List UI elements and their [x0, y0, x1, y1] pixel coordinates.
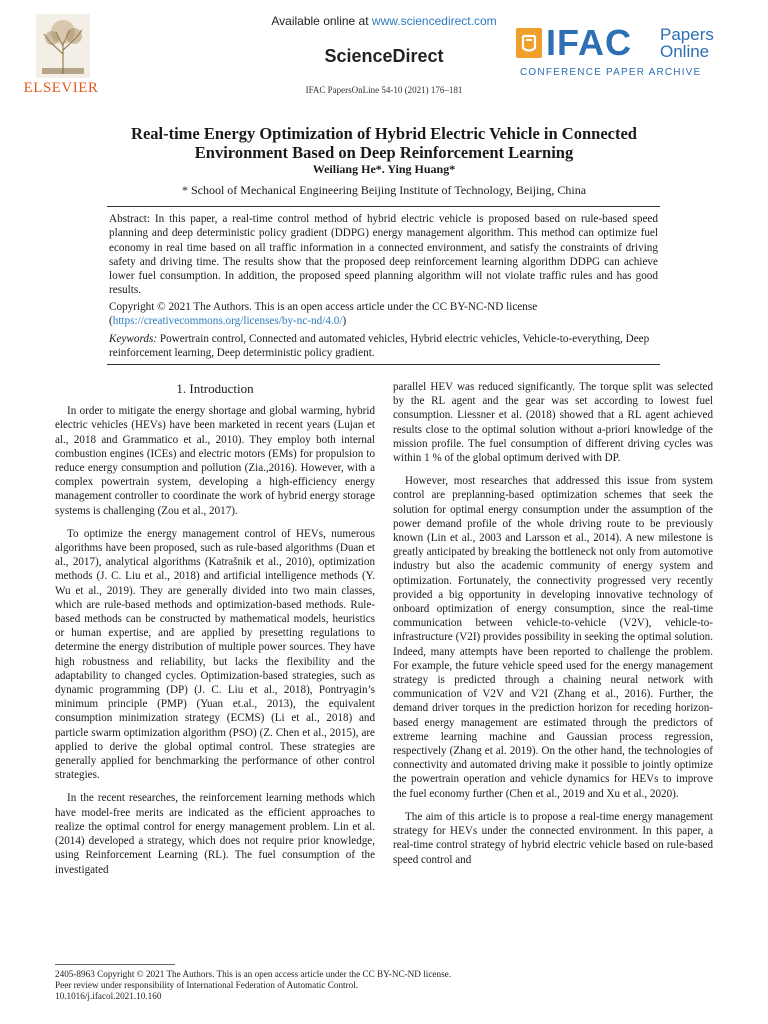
elsevier-wordmark: ELSEVIER — [23, 80, 99, 96]
license-link[interactable]: https://creativecommons.org/licenses/by-nc-nd/4.0/ — [112, 314, 343, 327]
body-paragraph: In order to mitigate the energy shortage and global warming, hybrid electric vehicles (HEVs) have been marketed in recent years (Lujan et al., 2018 and Grammatico et al., 2010). They employ both internal combustion engines (ICEs) and electric motors (EMs) for propulsion to reduce energy consumption and pollution (Zia.,2016). However, with a complex powertrain system, developing a high-efficiency energy management controller to coordinate the work of hybrid energy storage systems is challenging (Zou et al., 2017). — [55, 405, 375, 517]
right-column — [393, 380, 713, 876]
paper-affiliation: * School of Mechanical Engineering Beijing Institute of Technology, Beijing, China — [181, 183, 587, 197]
copyright-close: ) — [342, 314, 347, 327]
left-column — [55, 380, 375, 886]
body-paragraph: In the recent researches, the reinforcement learning methods which have model-free merits are indicated as the efficient approaches to realize the optimal control for energy management problem. Lin et al. (2014) developed a strategy, which does not require prior knowledge, using Reinforcement Learning (RL). The fuel consumption of the investigated — [55, 792, 375, 876]
footer-divider — [55, 964, 175, 965]
sciencedirect-link[interactable]: www.sciencedirect.com — [371, 14, 497, 28]
abstract-block — [107, 206, 660, 365]
title-line-1: Real-time Energy Optimization of Hybrid Electric Vehicle in Connected — [131, 124, 637, 143]
sciencedirect-title: ScienceDirect — [324, 46, 444, 66]
footer-doi[interactable]: 10.1016/j.ifacol.2021.10.160 — [55, 991, 162, 1002]
elsevier-logo — [22, 14, 100, 96]
keywords — [109, 332, 658, 360]
copyright-open: ( — [109, 314, 113, 327]
journal-reference: IFAC PapersOnLine 54-10 (2021) 176–181 — [305, 85, 463, 95]
elsevier-tree-icon — [36, 14, 90, 78]
ifac-online: Online — [660, 42, 710, 61]
title-line-2: Environment Based on Deep Reinforcement Learning — [194, 143, 574, 162]
ifac-wordmark: IFAC — [546, 22, 633, 63]
ifac-papers-online — [660, 26, 714, 60]
paper-authors: Weiliang He*. Ying Huang* — [312, 162, 456, 176]
body-paragraph: However, most researches that addressed this issue from system control are preplanning-based optimization schemes that seek the solution for optimal energy consumption under the assumption of the power demand profile of the whole driving route to be previously known (Lin et al., 2003 and Larsson et al., 2014). A new milestone is greatly anticipated by breaking the bottleneck not only from automotive industry but also the academic community of energy system and optimization. Fortunately, the connectivity progressed very recently provided a big opportunity in developing innovative technology of onboard optimization of energy consumption, since the real-time communication between vehicle-to-vehicle (V2V), vehicle-to-infrastructure (V2I) provides possibility in seeking the optimal solution. Indeed, many attempts have been reported to challenge the problem. For example, the future vehicle speed used for the energy management strategy is predicted through a chaining neural network with communication of V2V and V2I (Zhang et al., 2016). Further, the demand driver torques in the prediction horizon for receding horizon-based energy management are estimated through the predictors of extreme learning machine and Gaussian process regression, respectively (Zhang et al. 2019). On the other hand, the technologies of connectivity and automated driving make it possible to jointly optimize the powertrain operation and vehicle dynamics for HEVs to improve the fuel economy further (Chen et al., 2019 and Xu et al., 2020). — [393, 475, 713, 800]
footer-peer-review: Peer review under responsibility of International Federation of Automatic Control. — [55, 980, 359, 991]
body-paragraph: parallel HEV was reduced significantly. The torque split was selected by the RL agent and the gear was set according to lowest fuel consumption. Liessner et al. (2018) showed that a RL agent achieved results close to the optimal solution without a-priori knowledge of the mission profile. The fuel consumption of different driving cycles was within 1 % of the global optimum derived with DP. — [393, 381, 713, 465]
keywords-label: Keywords: — [109, 333, 158, 346]
section-heading: 1. Introduction — [176, 381, 254, 396]
ifac-emblem-icon — [516, 28, 542, 58]
footer-copyright: 2405-8963 Copyright © 2021 The Authors. This is an open access article under the CC BY-NC-ND license. — [55, 969, 452, 979]
body-paragraph: The aim of this article is to propose a real-time energy management strategy for HEVs under the connected environment. In this paper, a real-time control strategy of hybrid electric vehicle based on rule-based speed control and — [393, 810, 713, 866]
page-header — [0, 0, 768, 110]
copyright-notice — [109, 301, 658, 329]
available-prefix: Available online at — [271, 14, 372, 28]
copyright-text: Copyright © 2021 The Authors. This is an open access article under the CC BY-NC-ND license — [109, 300, 538, 313]
keywords-list: Powertrain control, Connected and automated vehicles, Hybrid electric vehicles, Vehicle-to-everything, Deep reinforcement learning, Deep deterministic policy gradient. — [109, 333, 650, 360]
body-paragraph: To optimize the energy management control of HEVs, numerous algorithms have been proposed, such as rule-based algorithms (Duan et al., 2017), analytical algorithms (Katrašnik et al., 2010), optimization methods (J. C. Liu et al., 2018) and artificial intelligence methods (Y. Wu et al., 2019). They are generally divided into two main classes, which are rule-based methods and optimization-based methods. Rule-based methods can be constructed by mathematical models, heuristics or human expertise, and are applied by presetting regulations to determine the energy distribution of multiple power sources. They have high robustness and reliability, but lacks the flexibility and the adaptability to changed cycles. Optimization-based strategies, such as dynamic programming (DP) (J. C. Liu et al., 2018), Pontryagin’s minimum principle (PMP) (Yuan et.al., 2013), the equivalent consumption minimization strategy (ECMS) (Li et al., 2018) and particle swarm optimization algorithm (PSO) (Z. Chen et al., 2015), are applied to derive the global optimal control. These strategies are generally applied for benchmarking the performance of other control strategies. — [55, 527, 375, 782]
page-footer — [55, 969, 715, 1003]
paper-title — [60, 124, 708, 162]
ifac-papers: Papers — [660, 25, 714, 44]
ifac-logo — [516, 22, 756, 86]
available-online — [200, 14, 568, 28]
ifac-archive-label: CONFERENCE PAPER ARCHIVE — [520, 67, 702, 78]
journal-header — [200, 14, 568, 95]
abstract-text: Abstract: In this paper, a real-time control method of hybrid electric vehicle is proposed based on rule-based speed planning and deep deterministic policy gradient (DDPG) energy management algorithm. This method can optimize fuel economy in real time based on all traffic information in a connected environment, and satisfy the constraints of driving safety and driving time. The results show that the proposed deep reinforcement learning algorithm DDPG can achieve lower fuel consumption. In addition, the proposed speed planning algorithm will not violate traffic rules and has good results. — [109, 213, 658, 297]
